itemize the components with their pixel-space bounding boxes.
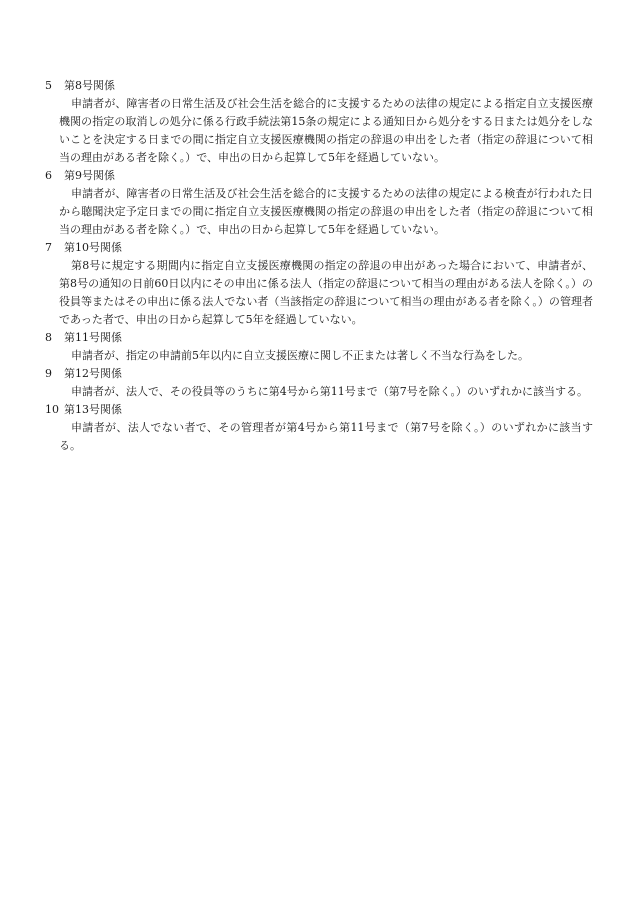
section-7	[45, 239, 593, 329]
section-title: 第8号関係	[64, 79, 115, 92]
section-number: 9	[45, 367, 52, 380]
section-title: 第11号関係	[64, 331, 122, 344]
section-heading	[45, 239, 593, 257]
section-9	[45, 365, 593, 401]
section-6	[45, 167, 593, 239]
section-heading	[45, 329, 593, 347]
section-heading	[45, 167, 593, 185]
section-title: 第10号関係	[64, 241, 122, 254]
section-body: 第8号に規定する期間内に指定自立支援医療機関の指定の辞退の申出があった場合において、申請者が、第8号の通知の日前60日以内にその申出に係る法人（指定の辞退について相当の理由がある法人を除く。）の役員等またはその申出に係る法人でない者（当該指定の辞退について相当の理由がある者を除く。）の管理者であった者で、申出の日から起算して5年を経過していない。	[59, 259, 593, 326]
section-heading	[45, 365, 593, 383]
section-heading	[45, 401, 593, 419]
section-number: 5	[45, 79, 52, 92]
section-number: 6	[45, 169, 52, 182]
section-body: 申請者が、法人で、その役員等のうちに第4号から第11号まで（第7号を除く。）のいずれかに該当する。	[71, 385, 589, 398]
section-body: 申請者が、障害者の日常生活及び社会生活を総合的に支援するための法律の規定による指定自立支援医療機関の指定の取消しの処分に係る行政手続法第15条の規定による通知日から処分をする日または処分をしないことを決定する日までの間に指定自立支援医療機関の指定の辞退の申出をした者（指定の辞退について相当の理由がある者を除く。）で、申出の日から起算して5年を経過していない。	[59, 97, 593, 164]
section-title: 第12号関係	[64, 367, 122, 380]
section-8	[45, 329, 593, 365]
document-page	[45, 77, 593, 455]
section-10	[45, 401, 593, 455]
section-number: 8	[45, 331, 52, 344]
section-5	[45, 77, 593, 167]
section-body: 申請者が、法人でない者で、その管理者が第4号から第11号まで（第7号を除く。）のいずれかに該当する。	[59, 421, 593, 452]
section-number: 7	[45, 241, 52, 254]
section-body: 申請者が、障害者の日常生活及び社会生活を総合的に支援するための法律の規定による検査が行われた日から聴聞決定予定日までの間に指定自立支援医療機関の指定の辞退の申出をした者（指定の辞退について相当の理由がある者を除く。）で、申出の日から起算して5年を経過していない。	[59, 187, 593, 236]
section-number: 10	[45, 403, 59, 416]
section-title: 第9号関係	[64, 169, 115, 182]
section-heading	[45, 77, 593, 95]
section-title: 第13号関係	[64, 403, 122, 416]
section-body: 申請者が、指定の申請前5年以内に自立支援医療に関し不正または著しく不当な行為をした。	[71, 349, 529, 362]
